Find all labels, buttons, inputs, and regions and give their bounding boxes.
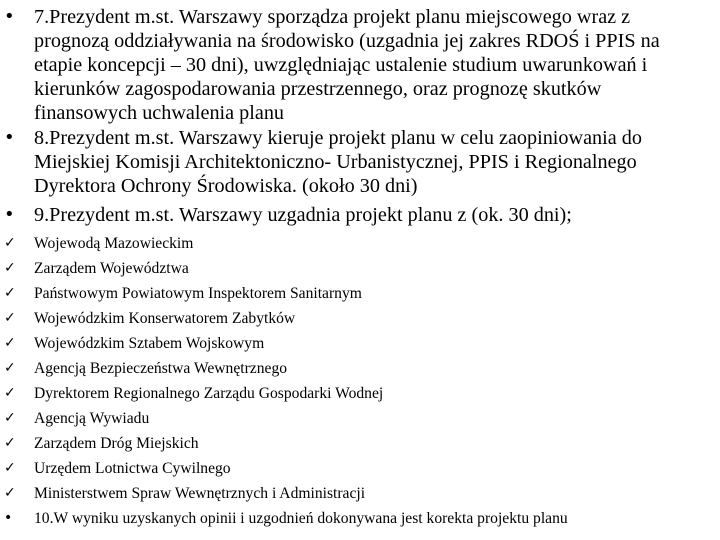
bullet-icon: • [4, 510, 13, 526]
check-icon: ✓ [4, 485, 16, 501]
checklist-item-label: Wojewodą Mazowieckim [34, 235, 194, 252]
check-icon: ✓ [4, 360, 16, 376]
checklist-item-label: Wojewódzkim Konserwatorem Zabytków [34, 310, 296, 327]
check-icon: ✓ [4, 335, 16, 351]
checklist-item-label: Zarządem Województwa [34, 260, 189, 277]
checklist-item-label: Urzędem Lotnictwa Cywilnego [34, 460, 231, 477]
step-9-line-1: 9.Prezydent m.st. Warszawy uzgadnia projekt planu z (ok. 30 dni); [34, 204, 572, 226]
step-7-line-2: prognozą oddziaływania na środowisko (uzgadnia jej zakres RDOŚ i PPIS na [34, 30, 660, 52]
bullet-icon: • [4, 127, 15, 148]
bullet-icon: • [4, 204, 15, 225]
step-7-line-1: 7.Prezydent m.st. Warszawy sporządza projekt planu miejscowego wraz z [34, 6, 631, 28]
step-7-text [34, 5, 720, 125]
step-8-line-1: 8.Prezydent m.st. Warszawy kieruje projekt planu w celu zaopiniowania do [34, 127, 642, 149]
step-7-line-5: finansowych uchwalenia planu [34, 102, 285, 124]
step-10-text: 10.W wyniku uzyskanych opinii i uzgodnień dokonywana jest korekta projektu planu [34, 510, 568, 527]
step-8-line-3: Dyrektora Ochrony Środowiska. (około 30 dni) [34, 175, 418, 197]
check-icon: ✓ [4, 260, 16, 276]
check-icon: ✓ [4, 460, 16, 476]
check-icon: ✓ [4, 435, 16, 451]
step-8-line-2: Miejskiej Komisji Architektoniczno- Urbanistycznej, PPIS i Regionalnego [34, 151, 637, 173]
checklist-item-label: Wojewódzkim Sztabem Wojskowym [34, 335, 265, 352]
checklist-item-label: Agencją Wywiadu [34, 410, 150, 427]
step-9-text [34, 203, 720, 227]
step-7-line-4: kierunków zagospodarowania przestrzennego, oraz prognozę skutków [34, 78, 602, 100]
checklist-item-label: Państwowym Powiatowym Inspektorem Sanitarnym [34, 285, 362, 302]
check-icon: ✓ [4, 310, 16, 326]
check-icon: ✓ [4, 235, 16, 251]
checklist-item-label: Dyrektorem Regionalnego Zarządu Gospodarki Wodnej [34, 385, 384, 402]
checklist-item-label: Ministerstwem Spraw Wewnętrznych i Administracji [34, 485, 366, 502]
step-8-text [34, 126, 720, 198]
checklist-item-label: Zarządem Dróg Miejskich [34, 435, 199, 452]
check-icon: ✓ [4, 410, 16, 426]
checklist-item-label: Agencją Bezpieczeństwa Wewnętrznego [34, 360, 288, 377]
step-7-line-3: etapie koncepcji – 30 dni), uwzględniając ustalenie studium uwarunkowań i [34, 54, 648, 76]
check-icon: ✓ [4, 285, 16, 301]
bullet-icon: • [4, 6, 15, 27]
check-icon: ✓ [4, 385, 16, 401]
